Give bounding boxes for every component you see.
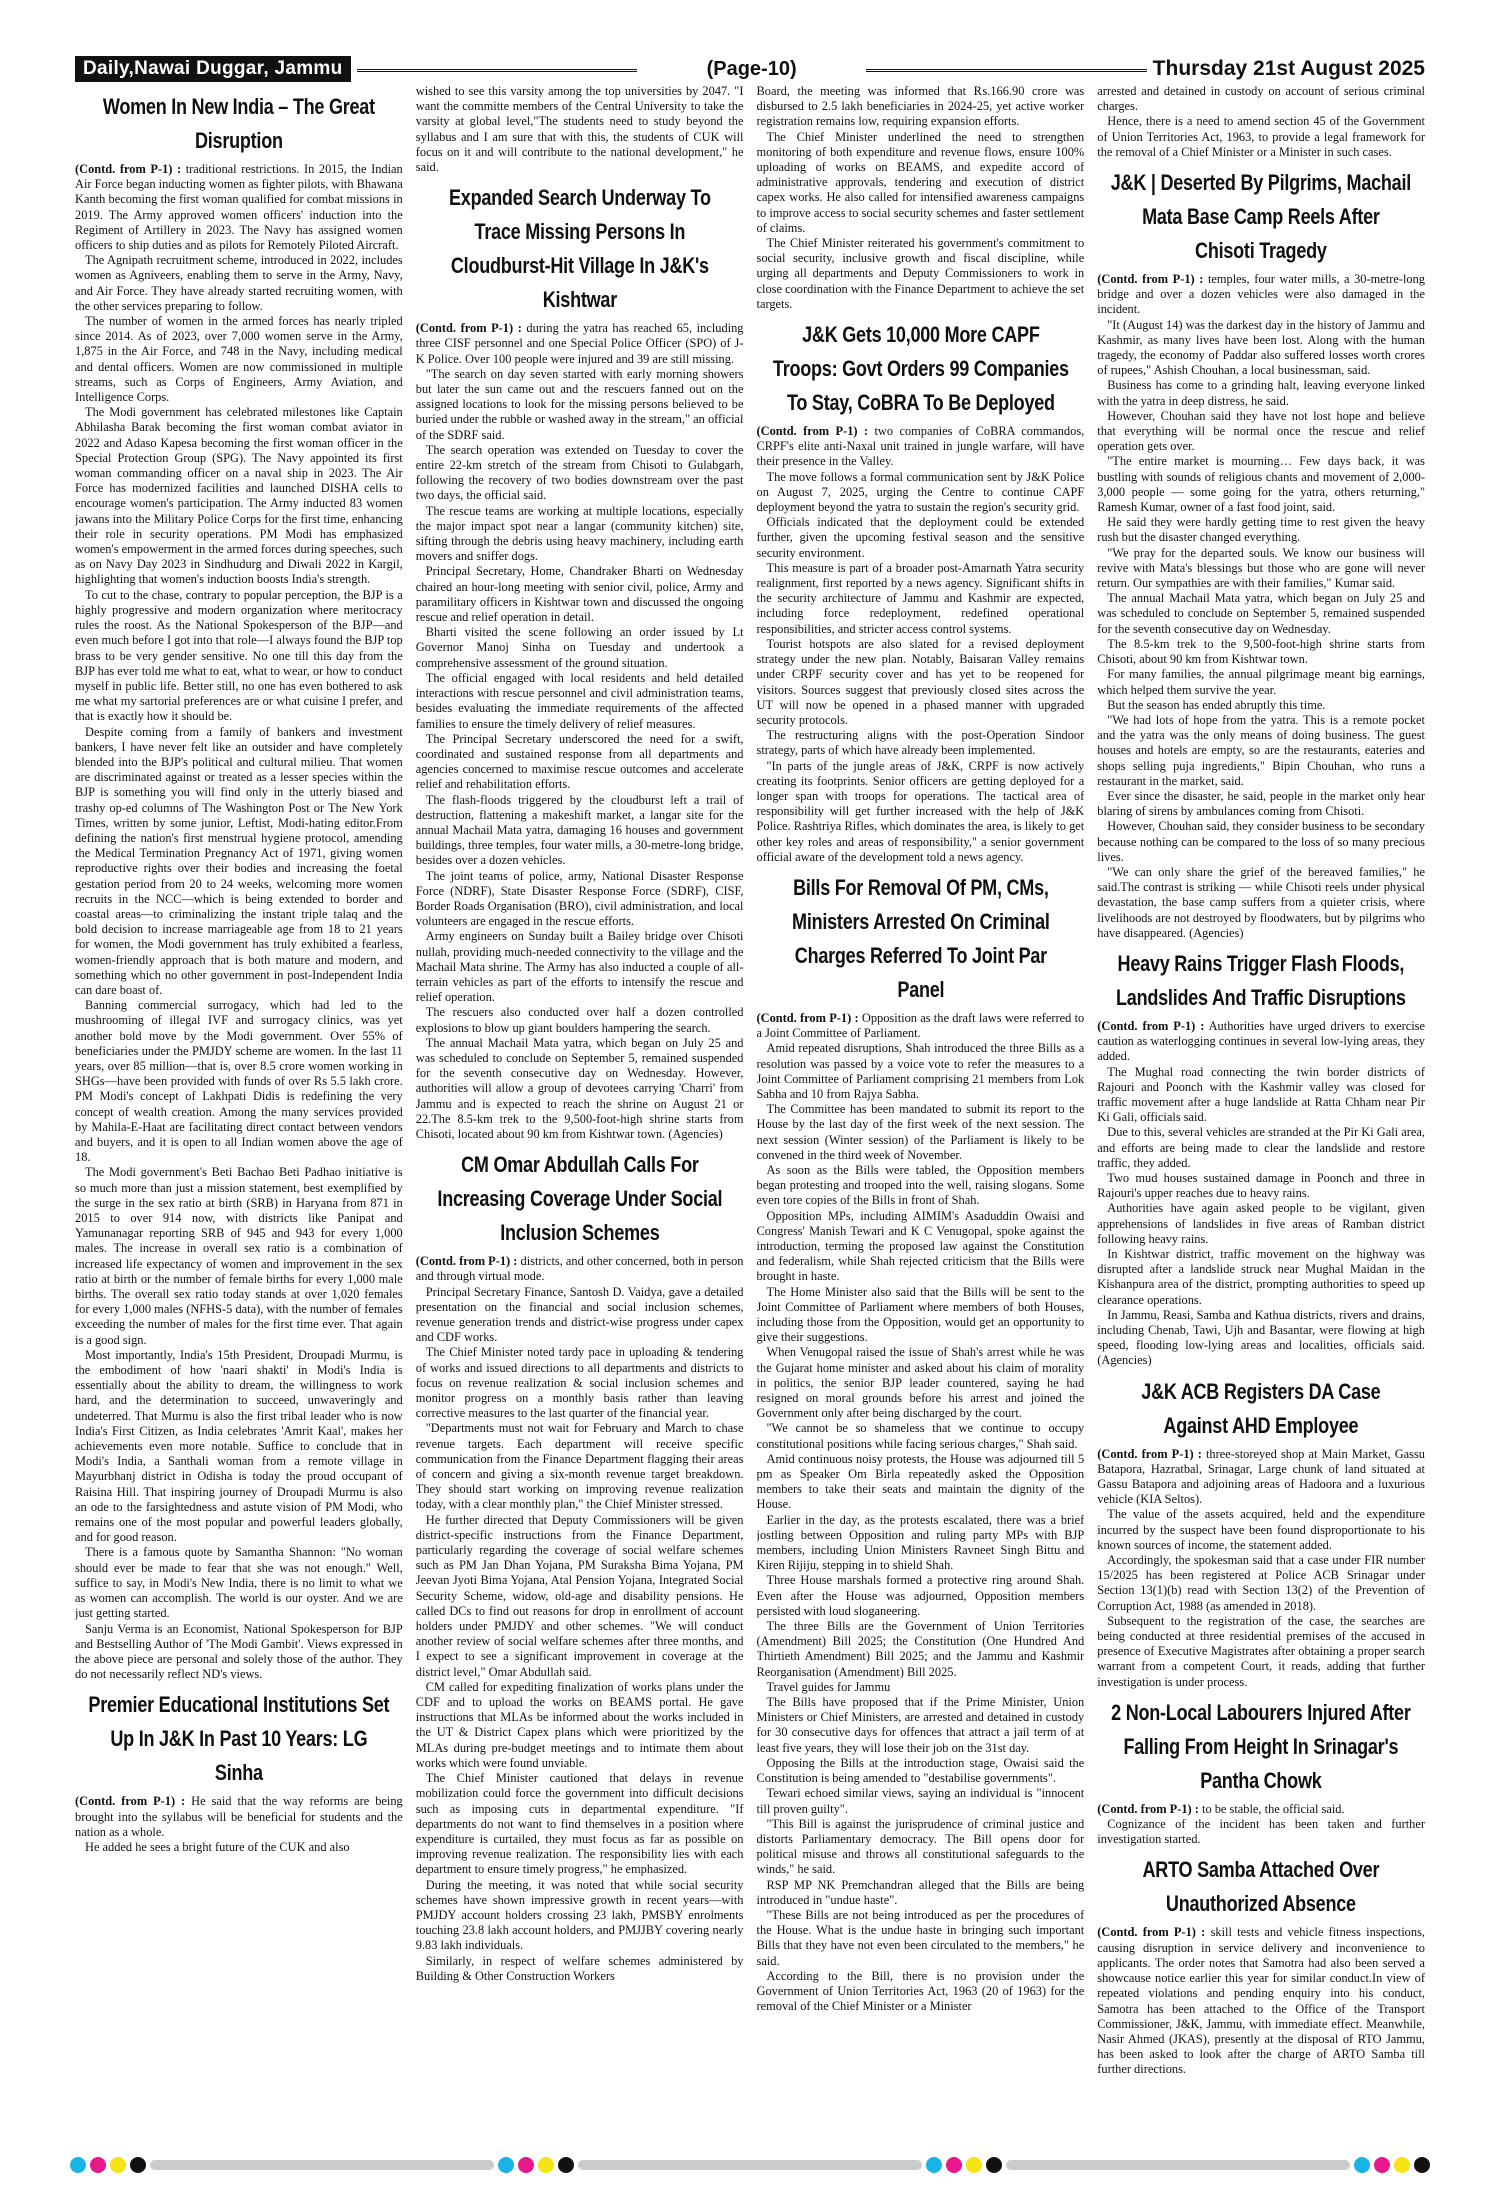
article-paragraph: Tewari echoed similar views, saying an individual is "innocent till proven guilty".: [756, 1786, 1085, 1816]
article-paragraph: The joint teams of police, army, National Disaster Response Force (NDRF), State Disaster Response Force (SDRF), CISF, Border Roads Organisation (BRO), civil administration, and local volunteers are engaged in the rescue efforts.: [415, 868, 744, 929]
article-paragraph: However, Chouhan said, they consider business to be secondary because nothing can be compared to the loss of so many precious lives.: [1097, 819, 1425, 864]
color-registration-bar: [70, 2155, 1430, 2175]
article-paragraph: The number of women in the armed forces has nearly tripled since 2014. As of 2023, over 7,000 women serve in the Army, 1,875 in the Air Force, and 748 in the Navy, including medical and dental officers. Women are now commissioned in multiple streams, such as Corps of Engineers, Army Aviation, and Intelligence Corps.: [75, 314, 403, 405]
issue-date: Thursday 21st August 2025: [1152, 57, 1425, 80]
article-paragraph: arrested and detained in custody on account of serious criminal charges.: [1097, 84, 1425, 114]
contd-marker: (Contd. from P-1) :: [415, 1254, 518, 1269]
article-paragraph: Principal Secretary Finance, Santosh D. Vaidya, gave a detailed presentation on the financial and social inclusion schemes, revenue generation trends and district-wise progress under capex and CDF works.: [415, 1284, 744, 1345]
article-paragraph: Business has come to a grinding halt, leaving everyone linked with the yatra in deep distress, he said.: [1097, 378, 1425, 408]
cyan-registration-dot: [926, 2157, 942, 2173]
newspaper-name: Daily,Nawai Duggar, Jammu: [75, 56, 351, 82]
article-paragraph: Earlier in the day, as the protests escalated, there was a brief jostling between Opposition and ruling party MPs with BJP members, including Union Ministers Ravneet Singh Bittu and Kiren Rijiju, stepping in to shield Shah.: [756, 1512, 1085, 1573]
article-paragraph: (Contd. from P-1) : to be stable, the official said.: [1097, 1801, 1345, 1816]
article-paragraph: Amid continuous noisy protests, the House was adjourned till 5 pm as Speaker Om Birla repeatedly asked the Opposition members to take their seats and maintain the dignity of the House.: [756, 1451, 1085, 1512]
article-paragraph: In Kishtwar district, traffic movement on the highway was disrupted after a landslide struck near Mughal Maidan in the Kishanpura area of the district, prompting authorities to speed up clearance operations.: [1097, 1247, 1425, 1307]
article-paragraph: Two mud houses sustained damage in Poonch and three in Rajouri's upper reaches due to heavy rains.: [1097, 1170, 1425, 1201]
article-paragraph: The 8.5-km trek to the 9,500-foot-high shrine starts from Chisoti, about 90 km from Kishtwar town.: [1097, 636, 1425, 667]
article-paragraph: The rescuers also conducted over half a dozen controlled explosions to blow up giant boulders hampering the search.: [415, 1005, 744, 1035]
article-paragraph: As soon as the Bills were tabled, the Opposition members began protesting and trooped into the well, raising slogans. Some even tore copies of the Bills in front of Shah.: [756, 1162, 1085, 1208]
article-paragraph: But the season has ended abruptly this time.: [1107, 697, 1326, 712]
article-paragraph: The Chief Minister reiterated his government's commitment to social security, inclusive growth and fiscal discipline, while urging all departments and Deputy Commissioners to work in close coordination with the Finance Department to achieve the set targets.: [756, 236, 1085, 311]
article-paragraph: The Principal Secretary underscored the need for a swift, coordinated and sustained response from all departments and agencies concerned to maximise rescue outcomes and accelerate relief and rehabilitation efforts.: [415, 731, 744, 792]
article-paragraph: The restructuring aligns with the post-Operation Sindoor strategy, parts of which have already been implemented.: [756, 728, 1085, 758]
article-paragraph: CM called for expediting finalization of works plans under the CDF and to upload the works on BEAMS portal. He gave instructions that MLAs be informed about the works included in the UT & District Capex plans which were prioritized by the MLAs during pre-budget meetings and to intimate them about works which were found unviable.: [415, 1679, 744, 1770]
contd-marker: (Contd. from P-1) :: [1097, 272, 1204, 287]
article-paragraph: "We can only share the grief of the bereaved families," he said.The contrast is striking — while Chisoti reels under physical devastation, the base camp suffers from a quieter crisis, where livelihoods are not destroyed by floodwaters, but by pilgrims who have disappeared. (Agencies): [1097, 864, 1425, 940]
author-note: Sanju Verma is an Economist, National Spokesperson for BJP and Bestselling Author of 'The Modi Gambit'. Views expressed in the above piece are personal and solely those of the author. They do not necessarily reflect ND's views.: [75, 1621, 403, 1682]
article-paragraph: Authorities have again asked people to be vigilant, given apprehensions of landslides in five areas of Ramban district following heavy rains.: [1097, 1201, 1425, 1246]
article-paragraph: The Chief Minister underlined the need to strengthen monitoring of both expenditure and revenue flows, ensure 100% uploading of works on BEAMS, and expedite accord of administrative approvals, tendering and execution of district capex works. He also called for intensified awareness campaigns to improve access to social security schemes and faster settlement of claims.: [756, 129, 1085, 235]
yellow-registration-dot: [966, 2157, 982, 2173]
magenta-registration-dot: [946, 2157, 962, 2173]
contd-marker: (Contd. from P-1) :: [1097, 1925, 1206, 1940]
contd-marker: (Contd. from P-1) :: [756, 424, 869, 439]
article-paragraph: The Chief Minister noted tardy pace in uploading & tendering of works and issued directions to all departments and districts to focus on revenue realization & social inclusion schemes and monitor progress on a monthly basis rather than leaving corrective measures to the last quarter of the financial year.: [415, 1345, 744, 1421]
article-paragraph: Ever since the disaster, he said, people in the market only hear blaring of sirens by ambulances coming from Chisoti.: [1097, 788, 1425, 819]
contd-marker: (Contd. from P-1) :: [415, 321, 522, 336]
article-paragraph: The Modi government has celebrated milestones like Captain Abhilasha Barak becoming the first woman combat aviator in 2022 and Adaso Kapesa becoming the first woman officer in the Special Protection Group (SPG). The Navy appointed its first woman commanding officer on a naval ship in 2023. The Air Force has modernized facilities and launched DISHA cells to encourage women's participation. The Army inducted 83 women jawans into the Military Police Corps for the first time, enhancing their role in security operations. PM Modi has emphasized women's empowerment in the armed forces during speeches, such as on Navy Day 2023 in Sindhudurg and Diwali 2022 in Kargil, highlighting that women's induction boosts India's strength.: [75, 405, 403, 587]
contd-marker: (Contd. from P-1) :: [1097, 1801, 1199, 1816]
article-paragraph: "This Bill is against the jurisprudence of criminal justice and distorts Parliamentary democracy. The Bill opens door for political misuse and throws all constitutional safeguards to the winds," he said.: [756, 1816, 1085, 1877]
article-paragraph: Army engineers on Sunday built a Bailey bridge over Chisoti nullah, providing much-needed connectivity to the village and the Machail Mata shrine. The Army has also inducted a couple of all-terrain vehicles as part of the efforts to intensify the rescue and relief operation.: [415, 929, 744, 1005]
article-paragraph: The value of the assets acquired, held and the expenditure incurred by the suspect have been found disproportionate to his known sources of income, the statement added.: [1097, 1507, 1425, 1552]
article-paragraph: According to the Bill, there is no provision under the Government of Union Territories Act, 1963 (20 of 1963) for the removal of the Chief Minister or a Minister: [756, 1968, 1085, 2014]
column-2: [416, 84, 744, 2144]
article-paragraph: Three House marshals formed a protective ring around Shah. Even after the House was adjourned, Opposition members persisted with loud sloganeering.: [756, 1573, 1085, 1618]
article-paragraph: (Contd. from P-1) : Opposition as the draft laws were referred to a Joint Committee of Parliament.: [756, 1010, 1085, 1041]
article-paragraph: For many families, the annual pilgrimage meant big earnings, which helped them survive the year.: [1097, 667, 1425, 697]
article-paragraph: (Contd. from P-1) : traditional restrictions. In 2015, the Indian Air Force began inducting women as fighter pilots, with Bhawana Kanth becoming the first woman qualified for combat missions in 2019. The Army approved women officers' induction into the Regiment of Artillery in 2023. The Navy has assigned women officers to ship duties and as pilots for Remotely Piloted Aircraft.: [75, 162, 403, 253]
article-paragraph: Hence, there is a need to amend section 45 of the Government of Union Territories Act, 1963, to provide a legal framework for the removal of a Chief Minister or a Minister in such cases.: [1097, 114, 1425, 159]
headline-capf-troops: J&K Gets 10,000 More CAPF Troops: Govt Orders 99 Companies To Stay, CoBRA To Be Deployed: [772, 322, 1069, 416]
black-registration-dot: [130, 2157, 146, 2173]
headline-labourers-injured: 2 Non-Local Labourers Injured After Falling From Height In Srinagar's Pantha Chowk: [1111, 1699, 1411, 1793]
article-paragraph: Officials indicated that the deployment could be extended further, given the upcoming festival season and the sensitive security environment.: [756, 515, 1085, 560]
article-paragraph: "We pray for the departed souls. We know our business will revive with Mata's blessings but those who are gone will never return. Our sympathies are with their families," Kumar said.: [1097, 545, 1425, 591]
article-paragraph: Most importantly, India's 15th President, Droupadi Murmu, is the embodiment of how 'naari shakti' in Modi's India is essentially about the ability to dream, the willingness to work hard, and the determination to succeed, unwaveringly and undeterred. That Murmu is also the first tribal leader who is now India's First Citizen, as India celebrates 'Amrit Kaal', makes her achievements even more notable. Suffice to conclude that in Modi's India, a Santhali woman from a remote village in Mayurbhanj district in Odisha is today the proud occupant of Raisina Hill. That inspiring journey of Droupadi Murmu is also an ode to the farsightedness and astute vision of PM Modi, who remains one of the most popular and powerful leaders globally, and for good reason.: [75, 1347, 403, 1545]
contd-marker: (Contd. from P-1) :: [75, 162, 182, 176]
article-paragraph: The flash-floods triggered by the cloudburst left a trail of destruction, flattening a makeshift market, a langar site for the annual Machail Mata yatra, damaging 16 houses and government buildings, three temples, four water mills, a 30-metre-long bridge, besides over a dozen vehicles.: [415, 792, 744, 868]
article-paragraph: The Agnipath recruitment scheme, introduced in 2022, includes women as Agniveers, enabling them to serve in the Army, Navy, and Air Force. They have already started recruiting women, with the other services preparing to follow.: [75, 253, 403, 313]
headline-heavy-rains: Heavy Rains Trigger Flash Floods, Landslides And Traffic Disruptions: [1116, 950, 1406, 1010]
article-paragraph: Similarly, in respect of welfare schemes administered by Building & Other Construction Workers: [415, 1953, 744, 1983]
magenta-registration-dot: [1374, 2157, 1390, 2173]
article-paragraph: There is a famous quote by Samantha Shannon: "No woman should ever be made to fear that she was not enough." Well, suffice to say, in Modi's New India, there is no limit to what we as women can accomplish. The world is our oyster. And we are just getting started.: [75, 1545, 403, 1621]
article-paragraph: (Contd. from P-1) : skill tests and vehicle fitness inspections, causing disruption in service delivery and inconvenience to applicants. The order notes that Samotra had also been served a showcause notice earlier this year for similar conduct.In view of repeated violations and pending enquiry into his conduct, Samotra has been attached to the Office of the Transport Commissioner, J&K, Jammu, with immediate effect. Meanwhile, Nasir Ahmed (JKAS), presently at the disposal of RTO Jammu, has been asked to look after the charge of ARTO Samba till further directions.: [1097, 1925, 1425, 2077]
article-columns: [75, 84, 1425, 2144]
article-paragraph: Travel guides for Jammu: [766, 1679, 891, 1694]
article-paragraph: (Contd. from P-1) : Authorities have urged drivers to exercise caution as waterlogging continues in several low-lying areas, they added.: [1097, 1018, 1425, 1064]
yellow-registration-dot: [110, 2157, 126, 2173]
headline-women-in-new-india: Women In New India – The Great Disruption: [102, 94, 375, 153]
article-paragraph: Despite coming from a family of bankers and investment bankers, I have never felt like an outsider and have completely blended into the BJP's political and cultural milieu. That women are discriminated against or treated as a lesser species within the BJP is something you will find only in the utterly biased and trashy op-ed columns of The Washington Post or The New York Times, written by some junior, Leftist, Modi-hating editor.From defining the nation's first menstrual hygiene protocol, amending the Medical Termination Pregnancy Act of 1971, giving women reproductive rights over their bodies and increasing the foetal gestation period from 20 to 24 weeks, welcoming more women recruits in the NCC—which is being extended to border and coastal areas—to criminalizing the instant triple talaq and the bold decision to increase marriageable age from 18 to 21 years for women, the Modi government has truly exhibited a fearless, women-friendly approach that is both mature and modern, and something which no other government in post-Independent India can dare boast of.: [75, 724, 403, 997]
article-paragraph: The official engaged with local residents and held detailed interactions with rescue personnel and civil administration teams, besides evaluating the immediate requirements of the affected families to ensure the timely delivery of relief measures.: [415, 670, 744, 731]
masthead: [75, 54, 1425, 84]
article-paragraph: Board, the meeting was informed that ₨.166.90 crore was disbursed to 2.5 lakh beneficiaries in 2024-25, yet active worker registration remains low, requiring expansion efforts.: [756, 84, 1085, 129]
yellow-registration-dot: [1394, 2157, 1410, 2173]
article-paragraph: "We cannot be so shameless that we continue to occupy constitutional positions while facing serious charges," Shah said.: [756, 1421, 1085, 1451]
article-paragraph: (Contd. from P-1) : during the yatra has reached 65, including three CISF personnel and one Special Police Officer (SPO) of J-K Police. Over 100 people were injured and 39 are still missing.: [415, 321, 744, 366]
article-paragraph: (Contd. from P-1) : two companies of CoBRA commandos, CRPF's elite anti-Naxal unit trained in jungle warfare, will have their presence in the Valley.: [756, 424, 1085, 469]
registration-bar-segment: [578, 2160, 922, 2170]
article-paragraph: The Bills have proposed that if the Prime Minister, Union Ministers or Chief Ministers, are arrested and detained in custody for 30 consecutive days for offences that attract a jail term of at least five years, they will lose their job on the 31st day.: [756, 1695, 1085, 1755]
article-paragraph: The Home Minister also said that the Bills will be sent to the Joint Committee of Parliament where members of both Houses, including those from the Opposition, would get an opportunity to give their suggestions.: [756, 1284, 1085, 1345]
article-paragraph: Opposition MPs, including AIMIM's Asaduddin Owaisi and Congress' Manish Tewari and K C Venugopal, spoke against the introduction, terming the proposed law against the Constitution and federalism, while Shah rejected criticism that the Bills were brought in haste.: [756, 1208, 1085, 1284]
article-paragraph: Opposing the Bills at the introduction stage, Owaisi said the Constitution is being amended to "destabilise governments".: [756, 1755, 1085, 1786]
article-paragraph: (Contd. from P-1) : three-storeyed shop at Main Market, Gassu Batapora, Hazratbal, Srinagar, Large chunk of land situated at Gassu Batapora and adjoining areas of Hadoora and a luxurious vehicle (KIA Seltos).: [1097, 1446, 1425, 1507]
article-paragraph: The move follows a formal communication sent by J&K Police on August 7, 2025, urging the Centre to continue CAPF deployment beyond the yatra to sustain the region's security grid.: [756, 469, 1085, 515]
article-paragraph: When Venugopal raised the issue of Shah's arrest while he was the Gujarat home minister and asked about his claim of morality in politics, the senior BJP leader countered, saying he had resigned on moral grounds before his arrest and joined the Government only after being discharged by the court.: [756, 1345, 1085, 1421]
article-paragraph: (Contd. from P-1) : He said that the way reforms are being brought into the syllabus will be beneficial for students and the nation as a whole.: [75, 1794, 403, 1839]
article-paragraph: During the meeting, it was noted that while social security schemes have shown impressive growth in recent years—with PMJDY account holders crossing 23 lakh, PMSBY enrolments touching 23.8 lakh account holders, and PMJJBY covering nearly 9.83 lakh individuals.: [415, 1877, 744, 1953]
article-paragraph: The Modi government's Beti Bachao Beti Padhao initiative is so much more than just a mission statement, best exemplified by the surge in the sex ratio at birth (SRB) in Haryana from 871 in 2015 to over 914 now, with districts like Panipat and Yamunanagar reporting SRB of 945 and 943 for every 1,000 males. The increase in overall sex ratio is a combination of increased life expectancy of women and improvement in the sex ratio at birth or the number of female births for every 1,000 male births. The overall sex ratio today stands at over 1,020 females for every 1,000 males (NFHS-5 data), with the number of females exceeding the number of males for the first time ever. That again is a good sign.: [75, 1165, 403, 1347]
headline-kishtwar-search: Expanded Search Underway To Trace Missing Persons In Cloudburst-Hit Village In J&K's Kishtwar: [448, 185, 711, 313]
article-paragraph: "It (August 14) was the darkest day in the history of Jammu and Kashmir, as many lives have been lost. Along with the human tragedy, the economy of Paddar also suffered losses worth crores of rupees," Ashish Chouhan, a local businessman, said.: [1097, 317, 1425, 378]
article-paragraph: Cognizance of the incident has been taken and further investigation started.: [1097, 1817, 1425, 1847]
article-paragraph: (Contd. from P-1) : districts, and other concerned, both in person and through virtual mode.: [415, 1254, 744, 1284]
article-paragraph: "We had lots of hope from the yatra. This is a remote pocket and the yatra was the only means of doing business. The guest houses and hotels are empty, so are the restaurants, eateries and shops selling puja ingredients," Bipin Chouhan, who runs a restaurant in the market, said.: [1097, 712, 1425, 788]
contd-marker: (Contd. from P-1) :: [1097, 1018, 1205, 1033]
article-paragraph: RSP MP NK Premchandran alleged that the Bills are being introduced in "undue haste".: [756, 1877, 1085, 1907]
article-paragraph: "These Bills are not being introduced as per the procedures of the House. What is the undue haste in bringing such important Bills that they have not even been circulated to the members," he said.: [756, 1907, 1085, 1968]
registration-bar-segment: [1006, 2160, 1350, 2170]
article-paragraph: Subsequent to the registration of the case, the searches are being conducted at three residential premises of the accused in presence of Executive Magistrates after obtaining a proper search warrant from a competent Court, it reads, adding that further investigation is under process.: [1097, 1613, 1425, 1689]
magenta-registration-dot: [90, 2157, 106, 2173]
headline-premier-educational: Premier Educational Institutions Set Up In J&K In Past 10 Years: LG Sinha: [88, 1692, 390, 1786]
article-paragraph: Bharti visited the scene following an order issued by Lt Governor Manoj Sinha on Tuesday and undertook a comprehensive assessment of the ground situation.: [415, 625, 744, 670]
headline-cm-omar-abdullah: CM Omar Abdullah Calls For Increasing Coverage Under Social Inclusion Schemes: [437, 1152, 723, 1246]
article-paragraph: Tourist hotspots are also slated for a revised deployment strategy under the new plan. Notably, Baisaran Valley remains under CRPF security cover and has yet to be reopened for visitors. Sources suggest that previously closed sites across the UT will now be opened in a phased manner with upgraded security protocols.: [756, 636, 1085, 727]
article-paragraph: However, Chouhan said they have not lost hope and believe that everything will be normal once the rescue and relief operation gets over.: [1097, 408, 1425, 454]
yellow-registration-dot: [538, 2157, 554, 2173]
article-paragraph: The annual Machail Mata yatra, which began on July 25 and was scheduled to conclude on September 5, remained suspended for the seventh consecutive day on Wednesday.: [1097, 591, 1425, 636]
article-paragraph: The Chief Minister cautioned that delays in revenue mobilization could force the government into difficult decisions such as imposing cuts in departmental expenditure. "If departments do not want to find themselves in a position where expenditure is curtailed, they must focus as far as possible on improving revenue realization. The responsibility lies with each department to ensure timely progress," he emphasized.: [415, 1771, 744, 1877]
magenta-registration-dot: [518, 2157, 534, 2173]
article-paragraph: The rescue teams are working at multiple locations, especially the major impact spot near a langar (community kitchen) site, sifting through the debris using heavy machinery, including earth movers and sniffer dogs.: [415, 503, 744, 564]
article-paragraph: Banning commercial surrogacy, which had led to the mushrooming of illegal IVF and surrogacy clinics, was yet another bold move by the Modi government. Over 55% of beneficiaries under the PMJDY scheme are women. In the last 11 years, over 85 million—that is, over 8.5 crore women working in SHGs—have been provided with funds of over Rs 5.5 lakh crore. PM Modi's concept of Lakhpati Didis is redefining the very concept of wealth creation. Among the many services provided by Mahila-E-Haat are facilitating direct contact between vendors and buyers, and it is open to all Indian women above the age of 18.: [75, 998, 403, 1165]
headline-arto-samba: ARTO Samba Attached Over Unauthorized Absence: [1142, 1857, 1380, 1917]
article-paragraph: (Contd. from P-1) : temples, four water mills, a 30-metre-long bridge and over a dozen vehicles were also damaged in the incident.: [1097, 272, 1425, 317]
article-paragraph: "The entire market is mourning… Few days back, it was bustling with sounds of religious chants and movement of 2,000-3,000 people — some going for the yatra, others returning," Ramesh Kumar, owner of a fast food joint, said.: [1097, 454, 1425, 515]
headline-acb-da-case: J&K ACB Registers DA Case Against AHD Employee: [1141, 1378, 1381, 1438]
article-paragraph: The annual Machail Mata yatra, which began on July 25 and was scheduled to conclude on September 5, remained suspended for the seventh consecutive day on Wednesday. However, authorities will allow a group of devotees carrying 'Charri' from Jammu and is expected to reach the shrine on August 21 or 22.The 8.5-km trek to the 9,500-foot-high shrine starts from Chisoti, located about 90 km from Kishtwar town. (Agencies): [415, 1035, 744, 1141]
article-paragraph: He said they were hardly getting time to rest given the heavy rush but the disaster changed everything.: [1097, 515, 1425, 545]
article-paragraph: To cut to the chase, contrary to popular perception, the BJP is a highly progressive and modern organization where meritocracy rules the roost. As the National Spokesperson of the BJP—and even much before I got into that role—I always found the BJP top brass to be very gender sensitive. No one till this day from the BJP has ever told me what to eat, what to wear, or how to conduct myself in public life. Better still, no one has even bothered to ask me what my sartorial preferences are or what cuisine I prefer, and that is exactly how it should be.: [75, 587, 403, 724]
article-paragraph: The three Bills are the Government of Union Territories (Amendment) Bill 2025; the Constitution (One Hundred And Thirtieth Amendment) Bill 2025; and the Jammu and Kashmir Reorganisation (Amendment) Bill 2025.: [756, 1619, 1085, 1679]
article-paragraph: The search operation was extended on Tuesday to cover the entire 22-km stretch of the stream from Chisoti to Gulabgarh, following the recovery of two bodies downstream over the past two days, the official said.: [415, 442, 744, 503]
article-paragraph: The Mughal road connecting the twin border districts of Rajouri and Poonch with the Kashmir valley was closed for traffic movement after a huge landslide at Ratta Chham near Pir Ki Gali, officials said.: [1097, 1064, 1425, 1125]
article-paragraph: Principal Secretary, Home, Chandraker Bharti on Wednesday chaired an hour-long meeting with senior civil, police, Army and paramilitary officers in Kishtwar town and discussed the ongoing rescue and relief operation in detail.: [415, 564, 744, 625]
cyan-registration-dot: [70, 2157, 86, 2173]
contd-marker: (Contd. from P-1) :: [756, 1010, 859, 1025]
article-paragraph: He further directed that Deputy Commissioners will be given district-specific instructions from the Finance Department, particularly regarding the coverage of social welfare schemes such as PM Jan Dhan Yojana, PM Suraksha Bima Yojana, PM Jeevan Jyoti Bima Yojana, Atal Pension Yojana, Integrated Social Security Scheme, widow, old-age and disability pensions. He called DCs to find out reasons for drop in enrollment of account holders under PMJDY and other schemes. "We will conduct another review of social welfare schemes after three months, and I expect to see a significant improvement in coverage at the district level," Omar Abdullah said.: [415, 1512, 744, 1679]
article-paragraph: "The search on day seven started with early morning showers but later the sun came out and the rescuers fanned out on the assigned locations to look for the missing persons believed to be buried under the rubble or washed away in the stream," an official of the SDRF said.: [415, 366, 744, 442]
page-number: (Page-10): [351, 58, 1153, 81]
article-paragraph: Accordingly, the spokesman said that a case under FIR number 15/2025 has been registered at Police ACB Srinagar under Section 13(1)(b) read with Section 13(2) of the Prevention of Corruption Act, 1988 (as amended in 2018).: [1097, 1553, 1425, 1613]
black-registration-dot: [986, 2157, 1002, 2173]
article-paragraph: wished to see this varsity among the top universities by 2047. "I want the committe members of the Central University to take the varsity at global level,"The students need to study beyond the syllabus and I am sure that with this, the students of CUK will focus on it and will contribute to the national development," he said.: [415, 84, 744, 175]
article-paragraph: Amid repeated disruptions, Shah introduced the three Bills as a resolution was passed by a voice vote to refer the measures to a Joint Committee of Parliament comprising 21 members from Lok Sabha and 10 from Rajya Sabha.: [756, 1041, 1085, 1101]
article-paragraph: "Departments must not wait for February and March to chase revenue targets. Each department will receive specific communication from the Finance Department flagging their areas of concern and giving a six-month revenue target breakdown. They should start working on improving revenue realization today, with a clear monthly plan," the Chief Minister stressed.: [415, 1421, 744, 1512]
article-paragraph: "In parts of the jungle areas of J&K, CRPF is now actively creating its footprints. Senior officers are getting deployed for a longer span with troops for operations. The tactical area of responsibility will get further increased with the help of J&K Police. Rashtriya Rifles, which dominates the area, is likely to get other key roles and areas of responsibility," a senior government official aware of the development told a news agency.: [756, 758, 1085, 864]
column-1: [75, 84, 403, 2144]
cyan-registration-dot: [1354, 2157, 1370, 2173]
article-paragraph: Due to this, several vehicles are stranded at the Pir Ki Gali area, and efforts are being made to clear the landslide and restore traffic, they added.: [1097, 1125, 1425, 1170]
contd-marker: (Contd. from P-1) :: [1097, 1446, 1202, 1461]
article-paragraph: The Committee has been mandated to submit its report to the House by the last day of the first week of the next session. The next session (Winter session) of the Parliament is likely to be convened in the third week of November.: [756, 1102, 1085, 1162]
contd-marker: (Contd. from P-1) :: [75, 1794, 186, 1809]
article-paragraph: He added he sees a bright future of the CUK and also: [85, 1839, 350, 1854]
black-registration-dot: [1414, 2157, 1430, 2173]
article-paragraph: In Jammu, Reasi, Samba and Kathua districts, rivers and drains, including Chenab, Tawi, Ujh and Basantar, were flowing at high speed, flooding low-lying areas and localities, officials said. (Agencies): [1097, 1307, 1425, 1368]
article-paragraph: This measure is part of a broader post-Amarnath Yatra security realignment, first reported by a news agency. Significant shifts in the security architecture of Jammu and Kashmir are expected, including force redeployment, redefined operational responsibilities, and stricter access control systems.: [756, 560, 1085, 636]
cyan-registration-dot: [498, 2157, 514, 2173]
headline-machail-mata: J&K | Deserted By Pilgrims, Machail Mata Base Camp Reels After Chisoti Tragedy: [1111, 170, 1412, 264]
black-registration-dot: [558, 2157, 574, 2173]
column-4: [1097, 84, 1425, 2144]
headline-removal-bills: Bills For Removal Of PM, CMs, Ministers Arrested On Criminal Charges Referred To Joint Par Panel: [791, 874, 1050, 1002]
registration-bar-segment: [150, 2160, 494, 2170]
column-3: [757, 84, 1085, 2144]
